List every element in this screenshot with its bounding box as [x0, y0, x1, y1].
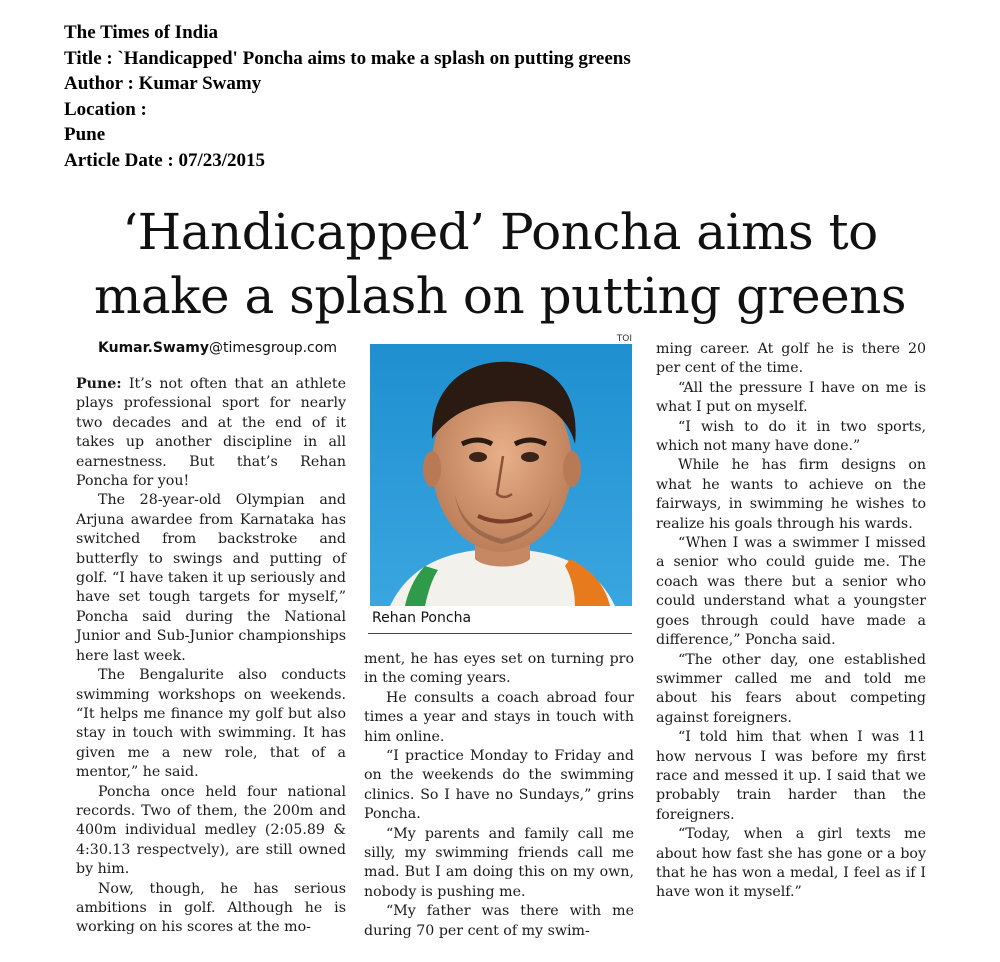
article-column-1 — [76, 375, 346, 938]
paragraph: “When I was a swimmer I missed a senior who could guide me. The coach was there but a senior who could understand what a youngster goes through could have made a difference,” Poncha said. — [656, 535, 926, 649]
dateline: Pune: — [76, 376, 122, 392]
headline — [60, 200, 940, 328]
byline-name: Kumar.Swamy — [98, 340, 210, 356]
location-value: Pune — [64, 124, 106, 145]
publication-name: The Times of India — [64, 22, 218, 43]
paragraph: “My father was there with me during 70 per cent of my swim- — [364, 903, 634, 939]
portrait-photo — [370, 334, 632, 606]
paragraph — [76, 375, 346, 491]
paragraph: “Today, when a girl texts me about how fast she has gone or a boy that he has won a medal, I feel as if I have won it myself.” — [656, 826, 926, 901]
location-label: Location : — [64, 98, 147, 120]
caption-divider — [368, 633, 632, 634]
paragraph: The Bengalurite also conducts swimming workshops on weekends. “It helps me finance my golf but also stay in touch with swimming. It has given me a new role, that of a mentor,” he said. — [76, 667, 346, 781]
paragraph: “I practice Monday to Friday and on the weekends do the swimming clinics. So I have no Sundays,” grins Poncha. — [364, 748, 634, 823]
paragraph: ming career. At golf he is there 20 per cent of the time. — [656, 341, 926, 377]
headline-line-1: ‘Handicapped’ Poncha aims to — [122, 203, 878, 261]
article-metadata — [64, 20, 631, 173]
paragraph: “I told him that when I was 11 how nervous I was before my first race and messed it up. I said that we probably train harder than the foreigners. — [656, 729, 926, 823]
paragraph: “All the pressure I have on me is what I put on myself. — [656, 379, 926, 416]
author-line: Author : Kumar Swamy — [64, 73, 262, 94]
article-column-2 — [364, 650, 634, 941]
byline-domain: @timesgroup.com — [209, 340, 337, 356]
paragraph: Poncha once held four national records. Two of them, the 200m and 400m individual medley (2:05.89 & 4:30.13 respectvely), are still owned by him. — [76, 783, 346, 878]
photo-caption: Rehan Poncha — [372, 610, 472, 626]
paragraph: The 28-year-old Olympian and Arjuna awardee from Karnataka has switched from backstroke and butterfly to swings and putting of golf. “I have taken it up seriously and have set tough targets for myself,” Poncha said during the National Junior and Sub-Junior championships here last week. — [76, 492, 346, 664]
paragraph-text: It’s not often that an athlete plays professional sport for nearly two decades and at the end of it takes up another discipline in all earnestness. But that’s Rehan Poncha for you! — [76, 376, 346, 490]
title-line: Title : `Handicapped' Poncha aims to make a splash on putting greens — [64, 47, 631, 69]
paragraph: While he has firm designs on what he wants to achieve on the fairways, in swimming he wishes to realize his goals through his wards. — [656, 457, 926, 532]
paragraph: He consults a coach abroad four times a year and stays in touch with him online. — [364, 689, 634, 745]
paragraph: “The other day, one established swimmer called me and told me about his fears about competing against foreigners. — [656, 651, 926, 726]
paragraph: Now, though, he has serious ambitions in golf. Although he is working on his scores at the mo- — [76, 880, 346, 936]
article-date-line: Article Date : 07/23/2015 — [64, 149, 266, 171]
portrait-illustration — [370, 344, 632, 606]
byline — [98, 340, 337, 356]
paragraph: “My parents and family call me silly, my swimming friends call me mad. But I am doing this on my own, nobody is pushing me. — [364, 825, 634, 900]
photo-credit: TOI — [616, 334, 632, 344]
headline-line-2: make a splash on putting greens — [93, 267, 907, 325]
article-column-3 — [656, 340, 926, 903]
paragraph: ment, he has eyes set on turning pro in the coming years. — [364, 651, 634, 687]
paragraph: “I wish to do it in two sports, which not many have done.” — [656, 418, 926, 455]
